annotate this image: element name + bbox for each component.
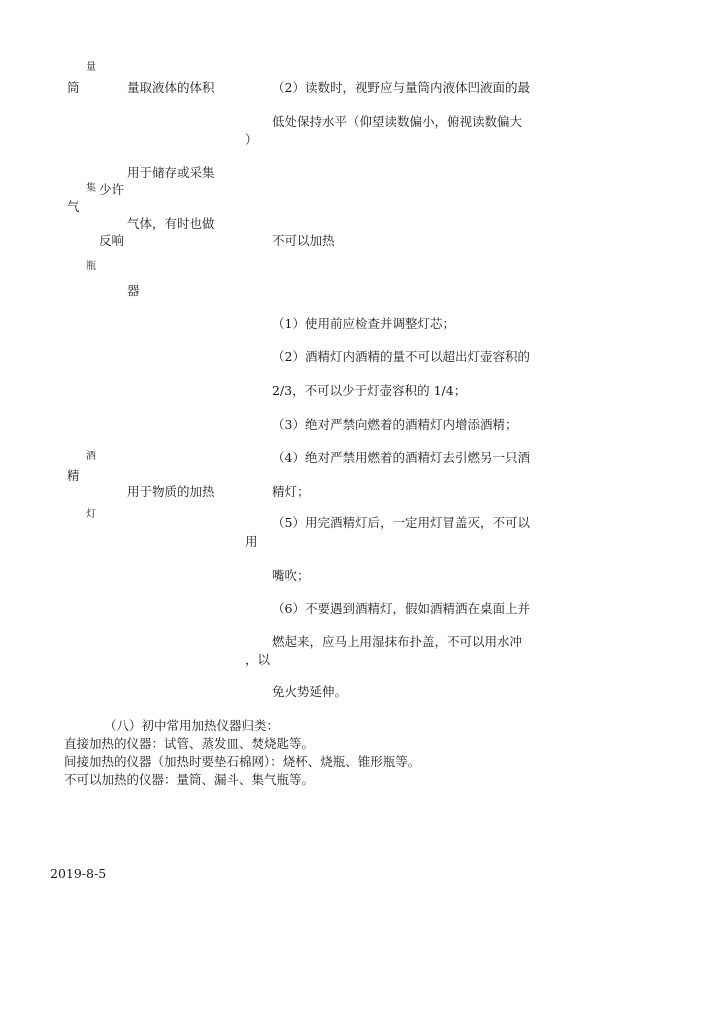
- usage-note: 精灯；: [272, 484, 310, 499]
- usage-note: （6）不要遇到酒精灯，假如酒精洒在桌面上并: [272, 601, 530, 616]
- usage-note: 嘴吹；: [272, 568, 310, 583]
- instrument-use: 反响: [99, 233, 125, 248]
- summary-line: 不可以加热的仪器：量筒、漏斗、集气瓶等。: [64, 772, 315, 787]
- usage-note: （3）绝对严禁向燃着的酒精灯内增添酒精；: [272, 417, 518, 432]
- instrument-use: 器: [127, 283, 140, 298]
- instrument-name-fragment: 瓶: [86, 261, 96, 272]
- usage-note: ，以: [245, 652, 271, 667]
- instrument-use: 用于储存或采集: [127, 165, 215, 180]
- document-date: 2019-8-5: [50, 866, 107, 881]
- usage-note: 燃起来，应马上用湿抹布扑盖，不可以用水冲: [272, 634, 523, 649]
- instrument-name-fragment: 精: [67, 468, 80, 483]
- usage-note: 不可以加热: [272, 233, 335, 248]
- instrument-name-fragment: 灯: [86, 509, 96, 520]
- usage-note: （4）绝对严禁用燃着的酒精灯去引燃另一只酒: [272, 450, 530, 465]
- instrument-use: 量取液体的体积: [127, 80, 215, 95]
- instrument-use: 少许: [99, 182, 125, 197]
- usage-note: （2）读数时，视野应与量筒内液体凹液面的最: [272, 80, 530, 95]
- usage-note: （1）使用前应检查并调整灯芯；: [272, 316, 455, 331]
- usage-note: （2）酒精灯内酒精的量不可以超出灯壶容积的: [272, 349, 530, 364]
- summary-line: 直接加热的仪器：试管、蒸发皿、焚烧匙等。: [64, 736, 315, 751]
- instrument-name-fragment: 酒: [86, 451, 96, 462]
- usage-note: 用: [245, 534, 258, 549]
- summary-line: 间接加热的仪器（加热时要垫石棉网）：烧杯、烧瓶、锥形瓶等。: [64, 754, 421, 769]
- instrument-name-fragment: 气: [67, 199, 80, 214]
- usage-note: 免火势延伸。: [272, 684, 348, 699]
- instrument-use: 用于物质的加热: [127, 484, 215, 499]
- usage-note: 低处保持水平（仰望读数偏小，俯视读数偏大: [272, 114, 523, 129]
- instrument-use: 气体，有时也做: [127, 216, 215, 231]
- usage-note: ）: [245, 132, 258, 147]
- instrument-name-fragment: 量: [86, 62, 96, 73]
- instrument-name-fragment: 筒: [67, 80, 80, 95]
- section-heading: （八）初中常用加热仪器归类：: [104, 718, 280, 733]
- instrument-name-fragment: 集: [86, 183, 96, 194]
- usage-note: 2/3，不可以少于灯壶容积的 1/4；: [272, 383, 467, 398]
- usage-note: （5）用完酒精灯后，一定用灯冒盖灭，不可以: [272, 515, 530, 530]
